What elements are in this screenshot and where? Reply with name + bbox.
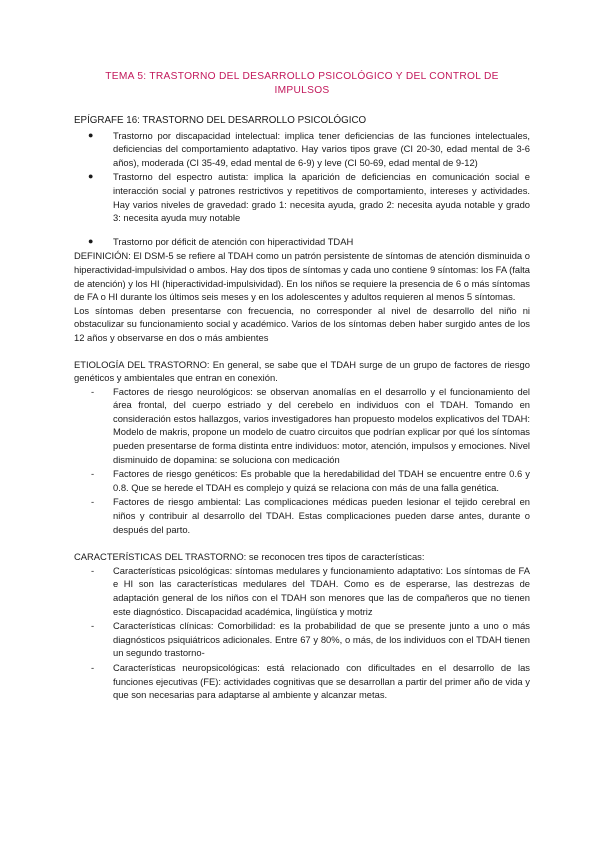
etiologia-intro: ETIOLOGÍA DEL TRASTORNO: En general, se sabe que el TDAH surge de un grupo de factores de riesgo genéticos y ambientales que entran en conexión. — [74, 358, 530, 384]
list-item: - Factores de riesgo ambiental: Las complicaciones médicas pueden lesionar el tejido cerebral en niños y contribuir al desarrollo del TDAH. Estas complicaciones pueden darse antes, durante o después del parto. — [91, 496, 530, 535]
list-item: - Factores de riesgo neurológicos: se observan anomalías en el desarrollo y el funcionamiento del área frontal, del cuerpo estriado y del cerebelo en individuos con el TDAH. Tomando en consideración estos hallazgos, varios investigadores han propuesto modelos explicativos del TDAH: Modelo de makris, propone un modelo de cuatro circuitos que podrían explicar por qué los síntomas pueden presentarse de forma distinta entre individuos: motor, atención, impulsos y emociones. Nivel disminuido de dopamina: se soluciona con medicación — [91, 385, 530, 465]
bullet-icon: ● — [88, 235, 94, 246]
caracteristicas-list — [74, 564, 530, 702]
list-item: - Factores de riesgo genéticos: Es probable que la heredabilidad del TDAH se encuentre entre 0.6 y 0.8. Que se herede el TDAH es complejo y quizá se relaciona con más de una falla genética. — [91, 468, 530, 493]
caracteristicas-intro: CARACTERÍSTICAS DEL TRASTORNO: se reconocen tres tipos de características: — [74, 551, 425, 563]
list-item: - Características neuropsicológicas: está relacionado con dificultades en el desarrollo de las funciones ejecutivas (FE): actividades cognitivas que se desarrollan a partir del primer año de vida y que son necesarias para adaptarse al ambiente y alcanzar metas. — [91, 661, 530, 701]
dash-icon: - — [91, 385, 95, 397]
list-item: ● Trastorno por discapacidad intelectual: implica tener deficiencias de las funciones intelectuales, deficiencias del comportamiento adaptativo. Hay varios tipos grave (CI 20-30, edad mental de 3-6 años), moderada (CI 35-49, edad mental de 6-9) y leve (CI 50-69, edad mental de 9-12) — [88, 129, 530, 168]
dash-icon: - — [91, 468, 95, 480]
dash-icon: - — [91, 620, 95, 632]
dash-icon: - — [91, 564, 95, 576]
section-heading-epigrafe: EPÍGRAFE 16: TRASTORNO DEL DESARROLLO PSICOLÓGICO — [74, 115, 367, 126]
definicion-paragraph: DEFINICIÓN: El DSM-5 se refiere al TDAH como un patrón persistente de síntomas de atención disminuida o hiperactividad-impulsividad o ambos. Hay dos tipos de síntomas y cada uno contiene 9 síntomas: los FA (falta de atención) y los HI (hiperactividad-impulsividad). En los niños se requiere la presencia de 6 o más síntomas de FA o HI durante los últimos seis meses y en los adolescentes y adultos requieren al menos 5 síntomas. — [74, 250, 530, 303]
list-item: - Características psicológicas: síntomas medulares y funcionamiento adaptativo: Los síntomas de FA e HI son las características medulares del TDAH. Como es de esperarse, las destrezas de adaptación general de los niños con el TDAH son menores que las de compañeros que no tienen este diagnóstico. Discapacidad académica, lingüística y motriz — [91, 564, 530, 617]
dash-icon: - — [91, 496, 95, 508]
list-item: ● Trastorno del espectro autista: implica la aparición de deficiencias en comunicación social e interacción social y patrones restrictivos y repetitivos de comportamiento, intereses y actividades. Hay varios niveles de gravedad: grado 1: necesita ayuda, grado 2: necesita ayuda notable y grado 3: necesita ayuda muy notable — [88, 171, 530, 224]
bullet-icon: ● — [88, 171, 94, 182]
list-item: - Características clínicas: Comorbilidad: es la probabilidad de que se presente junto a uno o más diagnósticos psiquiátricos adicionales. Entre 67 y 80%, o más, de los individuos con el TDAH tienen un segundo trastorno- — [91, 620, 530, 659]
list-item: ● Trastorno por déficit de atención con hiperactividad TDAH — [88, 235, 354, 247]
etiologia-list — [74, 385, 530, 537]
bullet-list — [74, 129, 530, 249]
bullet-icon: ● — [88, 129, 94, 140]
sintomas-paragraph: Los síntomas deben presentarse con frecuencia, no corresponder al nivel de desarrollo del niño ni obstaculizar su funcionamiento social y académico. Varios de los síntomas deben haber surgido antes de los 12 años y observarse en dos o más ambientes — [74, 304, 530, 343]
document-title: TEMA 5: TRASTORNO DEL DESARROLLO PSICOLÓGICO Y DEL CONTROL DE IMPULSOS — [105, 71, 499, 96]
dash-icon: - — [91, 661, 95, 673]
